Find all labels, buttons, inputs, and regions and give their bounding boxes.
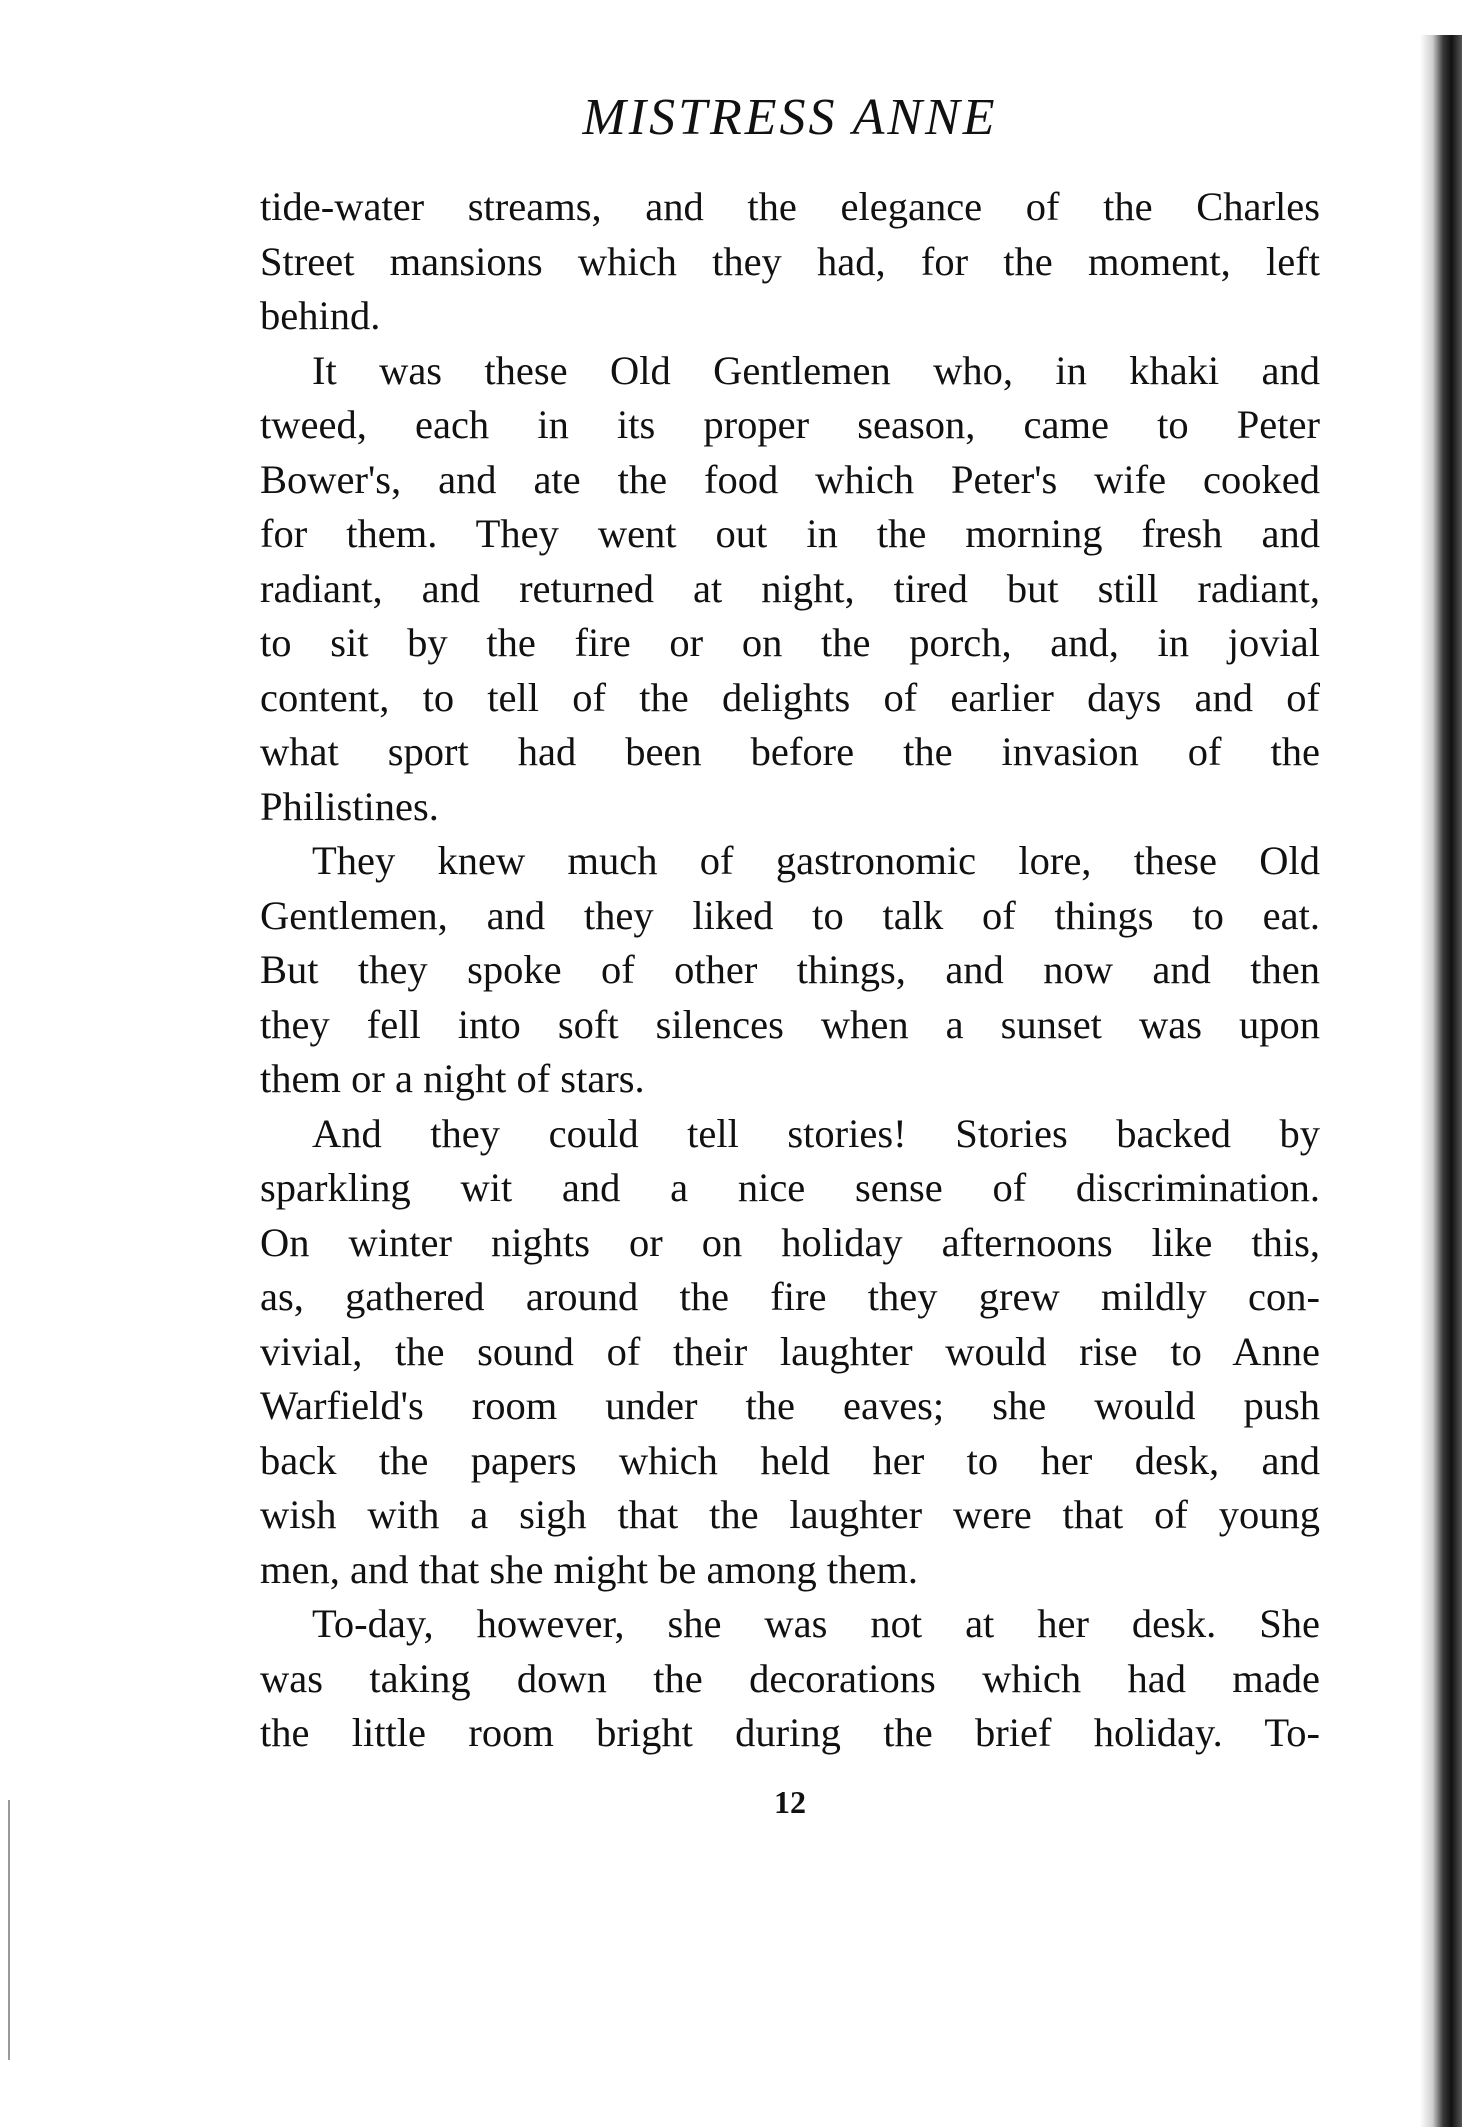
text-line: as, gathered around the fire they grew mildly con- (260, 1274, 1320, 1319)
text-line: they fell into soft silences when a sunset was upon (260, 1001, 1320, 1047)
scan-artifact (8, 1800, 10, 2060)
body-text (260, 180, 1320, 1761)
text-line: sparkling wit and a nice sense of discrimination. (260, 1165, 1320, 1210)
text-line: Street mansions which they had, for the moment, left (260, 238, 1320, 284)
binding-edge-shadow (1420, 35, 1462, 2127)
text-line: vivial, the sound of their laughter would rise to Anne (260, 1328, 1320, 1374)
text-line: wish with a sigh that the laughter were that of young (260, 1492, 1320, 1537)
running-head: MISTRESS ANNE (582, 89, 998, 146)
text-line: back the papers which held her to her desk, and (260, 1437, 1320, 1483)
text-line: Warfield's room under the eaves; she would push (260, 1383, 1320, 1428)
text-line: To-day, however, she was not at her desk. She (312, 1601, 1320, 1646)
text-line: to sit by the fire or on the porch, and, in jovial (260, 620, 1320, 665)
text-line: They knew much of gastronomic lore, these Old (312, 838, 1320, 883)
text-line: tweed, each in its proper season, came to Peter (260, 402, 1320, 447)
paragraph (260, 344, 1320, 835)
paragraph (260, 180, 1320, 344)
text-line: the little room bright during the brief holiday. To- (260, 1710, 1320, 1755)
text-line: for them. They went out in the morning fresh and (260, 511, 1320, 556)
text-line: It was these Old Gentlemen who, in khaki and (312, 347, 1320, 393)
text-line: Philistines. (260, 783, 439, 829)
text-line: Gentlemen, and they liked to talk of things to eat. (260, 892, 1320, 938)
text-line: tide-water streams, and the elegance of the Charles (260, 184, 1320, 229)
paragraph (260, 1107, 1320, 1598)
text-line: radiant, and returned at night, tired but still radiant, (260, 565, 1320, 611)
text-line: Bower's, and ate the food which Peter's wife cooked (260, 456, 1320, 502)
text-line: But they spoke of other things, and now and then (260, 947, 1320, 992)
paragraph (260, 1597, 1320, 1761)
text-line: what sport had been before the invasion of the (260, 729, 1320, 774)
paragraph (260, 834, 1320, 1107)
text-line: And they could tell stories! Stories backed by (312, 1110, 1320, 1156)
page-number: 12 (774, 1784, 806, 1820)
text-line: them or a night of stars. (260, 1056, 645, 1101)
text-line: behind. (260, 293, 381, 338)
text-line: On winter nights or on holiday afternoons like this, (260, 1219, 1320, 1265)
text-line: content, to tell of the delights of earlier days and of (260, 674, 1320, 720)
text-line: men, and that she might be among them. (260, 1546, 918, 1592)
text-line: was taking down the decorations which had made (260, 1655, 1320, 1701)
